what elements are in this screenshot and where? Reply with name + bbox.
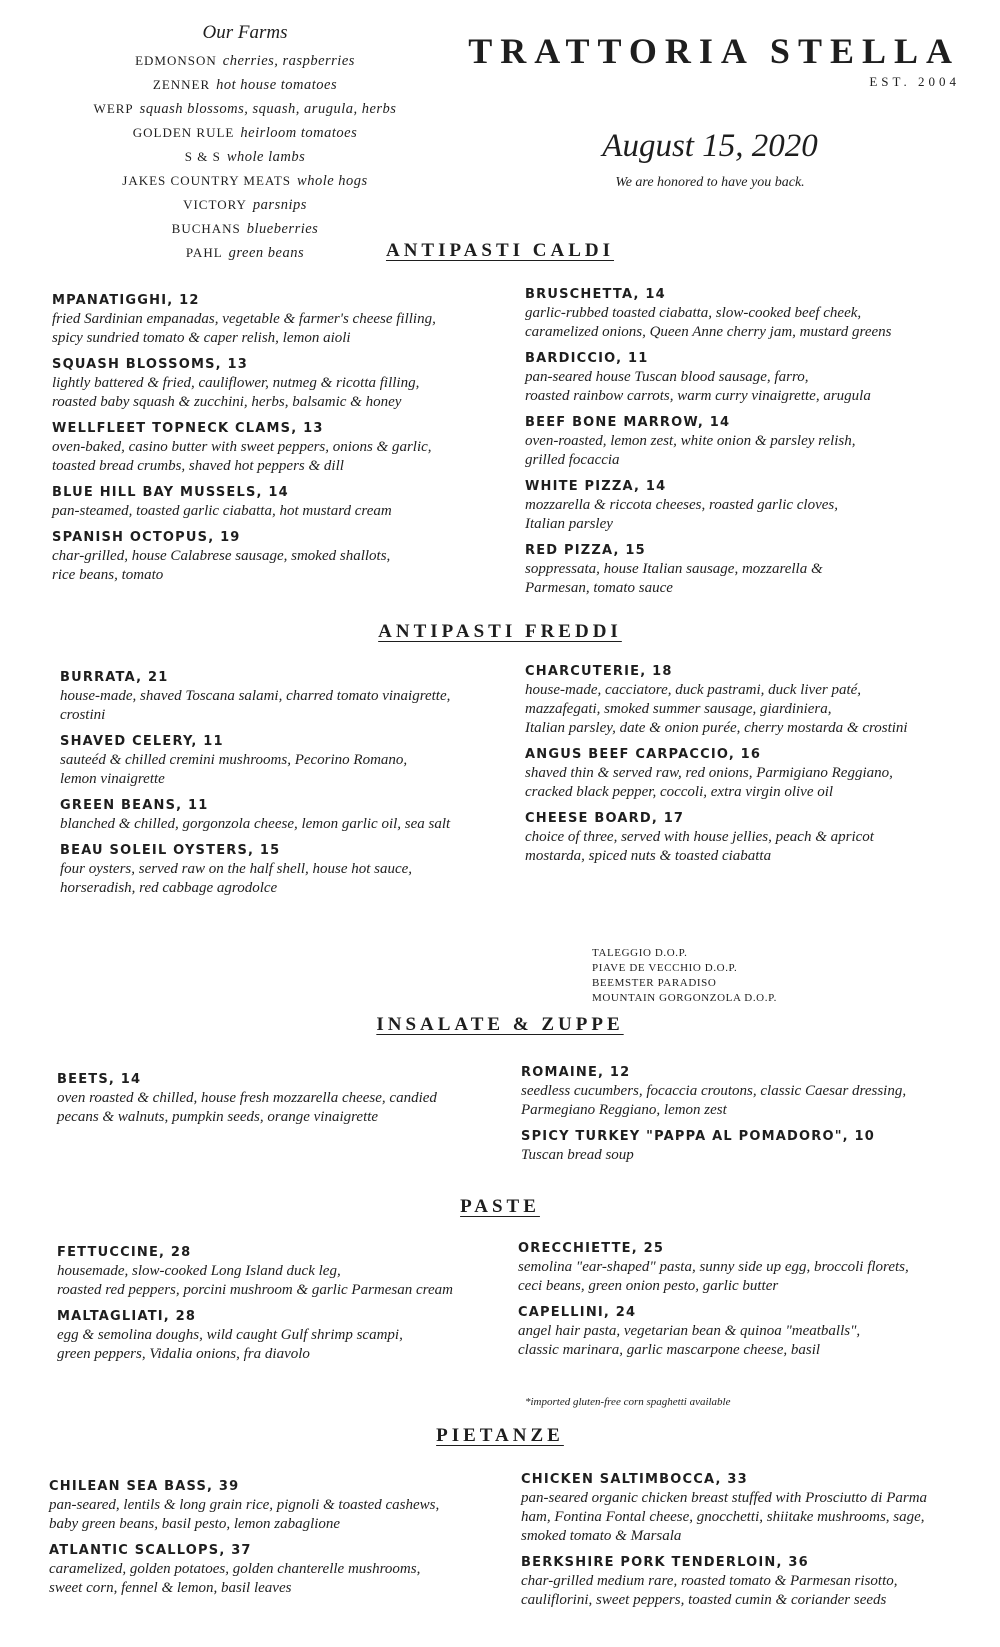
farm-name: JAKES COUNTRY MEATS (122, 173, 292, 188)
menu-item-name: BLUE HILL BAY MUSSELS, 14 (52, 485, 289, 500)
menu-item-description: smoked tomato & Marsala (521, 1528, 682, 1544)
menu-item (525, 285, 975, 342)
menu-item-name: RED PIZZA, 15 (525, 543, 646, 558)
menu-item (52, 483, 502, 521)
menu-item-description: char-grilled medium rare, roasted tomato & Parmesan risotto, (521, 1573, 898, 1589)
farm-produce: squash blossoms, squash, arugula, herbs (139, 101, 397, 117)
cheese-item: MOUNTAIN GORGONZOLA D.O.P. (592, 992, 777, 1004)
menu-item (52, 419, 502, 476)
menu-item-name: CHEESE BOARD, 17 (525, 811, 685, 826)
cheese-item: BEEMSTER PARADISO (592, 977, 717, 989)
farm-name: GOLDEN RULE (132, 125, 235, 140)
menu-item-description: caramelized, golden potatoes, golden chanterelle mushrooms, (49, 1561, 421, 1577)
cheese-item: TALEGGIO D.O.P. (592, 947, 688, 959)
paste-right-column (518, 1239, 980, 1367)
menu-item (52, 528, 502, 585)
menu-item-description: spicy sundried tomato & caper relish, lemon aioli (52, 330, 351, 346)
menu-item (52, 291, 502, 348)
menu-item-name: CAPELLINI, 24 (518, 1305, 637, 1320)
menu-item-name: MPANATIGGHI, 12 (52, 293, 200, 308)
menu-item-name: CHILEAN SEA BASS, 39 (49, 1479, 240, 1494)
menu-item-description: pan-seared, lentils & long grain rice, pignoli & toasted cashews, (49, 1497, 440, 1513)
menu-item-name: CHICKEN SALTIMBOCCA, 33 (521, 1472, 748, 1487)
menu-item-description: sauteéd & chilled cremini mushrooms, Pecorino Romano, (60, 752, 408, 768)
farm-produce: whole lambs (226, 149, 306, 165)
menu-item (49, 1541, 504, 1598)
farm-entry (60, 73, 430, 97)
menu-item-name: SPICY TURKEY "PAPPA AL POMADORO", 10 (521, 1129, 876, 1144)
menu-item (525, 349, 975, 406)
farm-name: S & S (184, 149, 221, 164)
menu-item-description: char-grilled, house Calabrese sausage, smoked shallots, (52, 548, 391, 564)
menu-item-description: Parmesan, tomato sauce (525, 580, 673, 596)
menu-item-name: BURRATA, 21 (60, 670, 169, 685)
menu-item (525, 477, 975, 534)
restaurant-name: TRATTORIA STELLA (468, 31, 960, 71)
cheese-selection-list (592, 946, 777, 1006)
menu-item (521, 1127, 981, 1165)
menu-item (525, 413, 975, 470)
farm-produce: heirloom tomatoes (240, 125, 358, 141)
menu-item (525, 809, 980, 866)
farm-name: VICTORY (183, 197, 247, 212)
section-title-pietanze: PIETANZE (436, 1425, 564, 1446)
section-title-antipasti-freddi: ANTIPASTI FREDDI (378, 621, 622, 642)
menu-item-description: blanched & chilled, gorgonzola cheese, lemon garlic oil, sea salt (60, 816, 451, 832)
menu-item-description: pan-seared organic chicken breast stuffed with Prosciutto di Parma (521, 1490, 928, 1506)
menu-item-description: roasted baby squash & zucchini, herbs, balsamic & honey (52, 394, 402, 410)
menu-item-description: pan-seared house Tuscan blood sausage, farro, (525, 369, 809, 385)
farm-name: ZENNER (152, 77, 211, 92)
menu-item-description: mozzarella & riccota cheeses, roasted garlic cloves, (525, 497, 838, 513)
menu-item-description: housemade, slow-cooked Long Island duck leg, (57, 1263, 341, 1279)
menu-item-description: Tuscan bread soup (521, 1147, 634, 1163)
menu-item (525, 745, 980, 802)
menu-item-description: lightly battered & fried, cauliflower, nutmeg & ricotta filling, (52, 375, 420, 391)
menu-item-name: BEAU SOLEIL OYSTERS, 15 (60, 843, 281, 858)
menu-item-name: SHAVED CELERY, 11 (60, 734, 224, 749)
menu-date: August 15, 2020 (602, 128, 818, 164)
menu-item (60, 668, 500, 725)
menu-item-description: semolina "ear-shaped" pasta, sunny side up egg, broccoli florets, (518, 1259, 909, 1275)
farm-produce: whole hogs (297, 173, 368, 189)
menu-item-name: ORECCHIETTE, 25 (518, 1241, 665, 1256)
farm-name: PAHL (185, 245, 223, 260)
menu-item-description: mazzafegati, smoked summer sausage, giardiniera, (525, 701, 832, 717)
menu-item-name: CHARCUTERIE, 18 (525, 664, 673, 679)
farm-produce: parsnips (252, 197, 307, 213)
menu-item-name: ROMAINE, 12 (521, 1065, 631, 1080)
restaurant-header (440, 30, 960, 90)
menu-item-name: SPANISH OCTOPUS, 19 (52, 530, 241, 545)
farm-entry (60, 121, 430, 145)
menu-item-description: ceci beans, green onion pesto, garlic butter (518, 1278, 779, 1294)
farm-entry (60, 97, 430, 121)
pietanze-right-column (521, 1470, 986, 1617)
menu-item-description: four oysters, served raw on the half shell, house hot sauce, (60, 861, 413, 877)
menu-item-name: BEEF BONE MARROW, 14 (525, 415, 731, 430)
section-title-insalate-zuppe: INSALATE & ZUPPE (376, 1014, 624, 1035)
menu-item-description: classic marinara, garlic mascarpone cheese, basil (518, 1342, 821, 1358)
menu-item-description: mostarda, spiced nuts & toasted ciabatta (525, 848, 772, 864)
menu-item (518, 1303, 980, 1360)
paste-left-column (57, 1243, 507, 1371)
farm-name: EDMONSON (135, 53, 217, 68)
menu-item-description: house-made, cacciatore, duck pastrami, duck liver paté, (525, 682, 862, 698)
menu-item-description: Italian parsley (525, 516, 613, 532)
farm-name: BUCHANS (171, 221, 241, 236)
menu-item-name: ATLANTIC SCALLOPS, 37 (49, 1543, 252, 1558)
insalate-right-column (521, 1063, 981, 1172)
pietanze-left-column (49, 1477, 504, 1605)
farm-produce: blueberries (246, 221, 319, 237)
menu-item-description: shaved thin & served raw, red onions, Parmigiano Reggiano, (525, 765, 893, 781)
menu-item-name: BEETS, 14 (57, 1072, 142, 1087)
menu-item-description: egg & semolina doughs, wild caught Gulf shrimp scampi, (57, 1327, 403, 1343)
caldi-left-column (52, 291, 502, 592)
menu-item-description: grilled focaccia (525, 452, 620, 468)
menu-item (49, 1477, 504, 1534)
menu-item (525, 662, 980, 738)
farms-title: Our Farms (202, 22, 288, 43)
section-title-paste: PASTE (460, 1196, 540, 1217)
farm-produce: green beans (228, 245, 305, 261)
menu-item-description: toasted bread crumbs, shaved hot peppers & dill (52, 458, 344, 474)
menu-item (521, 1553, 986, 1610)
farm-name: WERP (93, 101, 134, 116)
menu-item-name: FETTUCCINE, 28 (57, 1245, 192, 1260)
menu-item (521, 1470, 986, 1546)
menu-item (57, 1307, 507, 1364)
menu-item-description: pan-steamed, toasted garlic ciabatta, hot mustard cream (52, 503, 392, 519)
menu-item-description: angel hair pasta, vegetarian bean & quinoa "meatballs", (518, 1323, 861, 1339)
menu-item-name: ANGUS BEEF CARPACCIO, 16 (525, 747, 762, 762)
menu-item (518, 1239, 980, 1296)
menu-item-description: sweet corn, fennel & lemon, basil leaves (49, 1580, 292, 1596)
menu-item-description: choice of three, served with house jellies, peach & apricot (525, 829, 874, 845)
welcome-tagline: We are honored to have you back. (615, 175, 805, 190)
caldi-right-column (525, 285, 975, 605)
farm-entry (60, 193, 430, 217)
menu-item-description: cauliflorini, sweet peppers, toasted cumin & coriander seeds (521, 1592, 887, 1608)
menu-item-description: lemon vinaigrette (60, 771, 165, 787)
farm-entry (60, 145, 430, 169)
farm-entry (60, 49, 430, 73)
farm-items (60, 49, 430, 265)
menu-item (52, 355, 502, 412)
menu-item-description: crostini (60, 707, 106, 723)
menu-item-name: WELLFLEET TOPNECK CLAMS, 13 (52, 421, 324, 436)
menu-item-description: pecans & walnuts, pumpkin seeds, orange vinaigrette (57, 1109, 379, 1125)
farm-produce: cherries, raspberries (222, 53, 355, 69)
established-year: EST. 2004 (869, 74, 960, 89)
insalate-left-column (57, 1070, 507, 1134)
menu-item-description: roasted rainbow carrots, warm curry vinaigrette, arugula (525, 388, 871, 404)
menu-item-description: seedless cucumbers, focaccia croutons, classic Caesar dressing, (521, 1083, 907, 1099)
farm-entry (60, 217, 430, 241)
menu-item-description: horseradish, red cabbage agrodolce (60, 880, 278, 896)
menu-item-name: BRUSCHETTA, 14 (525, 287, 666, 302)
menu-item-description: ham, Fontina Fontal cheese, gnocchetti, shiitake mushrooms, sage, (521, 1509, 925, 1525)
menu-item-description: baby green beans, basil pesto, lemon zabaglione (49, 1516, 341, 1532)
farm-produce: hot house tomatoes (216, 77, 338, 93)
menu-item-description: Italian parsley, date & onion purée, cherry mostarda & crostini (525, 720, 908, 736)
menu-item (60, 796, 500, 834)
menu-item-name: BERKSHIRE PORK TENDERLOIN, 36 (521, 1555, 809, 1570)
freddi-left-column (60, 668, 500, 905)
menu-item-description: fried Sardinian empanadas, vegetable & farmer's cheese filling, (52, 311, 436, 327)
section-title-antipasti-caldi: ANTIPASTI CALDI (385, 240, 615, 261)
our-farms-list (60, 22, 430, 265)
menu-item-name: SQUASH BLOSSOMS, 13 (52, 357, 249, 372)
menu-item (525, 541, 975, 598)
menu-item-description: oven roasted & chilled, house fresh mozzarella cheese, candied (57, 1090, 437, 1106)
menu-item-description: cracked black pepper, coccoli, extra virgin olive oil (525, 784, 834, 800)
menu-item-description: oven-roasted, lemon zest, white onion & parsley relish, (525, 433, 856, 449)
menu-item (57, 1243, 507, 1300)
menu-item-description: caramelized onions, Queen Anne cherry jam, mustard greens (525, 324, 892, 340)
cheese-item: PIAVE DE VECCHIO D.O.P. (592, 962, 738, 974)
menu-item (60, 732, 500, 789)
menu-item (57, 1070, 507, 1127)
menu-item (521, 1063, 981, 1120)
menu-item-description: roasted red peppers, porcini mushroom & garlic Parmesan cream (57, 1282, 453, 1298)
menu-item-name: WHITE PIZZA, 14 (525, 479, 667, 494)
farm-entry (60, 169, 430, 193)
menu-item-description: green peppers, Vidalia onions, fra diavolo (57, 1346, 310, 1362)
gluten-free-note: *imported gluten-free corn spaghetti available (525, 1396, 731, 1408)
menu-item-name: GREEN BEANS, 11 (60, 798, 209, 813)
menu-item (60, 841, 500, 898)
menu-item-description: house-made, shaved Toscana salami, charred tomato vinaigrette, (60, 688, 451, 704)
menu-item-name: BARDICCIO, 11 (525, 351, 649, 366)
menu-item-description: Parmegiano Reggiano, lemon zest (521, 1102, 727, 1118)
menu-item-description: oven-baked, casino butter with sweet peppers, onions & garlic, (52, 439, 432, 455)
menu-item-description: soppressata, house Italian sausage, mozzarella & (525, 561, 823, 577)
menu-item-description: garlic-rubbed toasted ciabatta, slow-cooked beef cheek, (525, 305, 862, 321)
freddi-right-column (525, 662, 980, 873)
menu-item-name: MALTAGLIATI, 28 (57, 1309, 197, 1324)
menu-item-description: rice beans, tomato (52, 567, 164, 583)
